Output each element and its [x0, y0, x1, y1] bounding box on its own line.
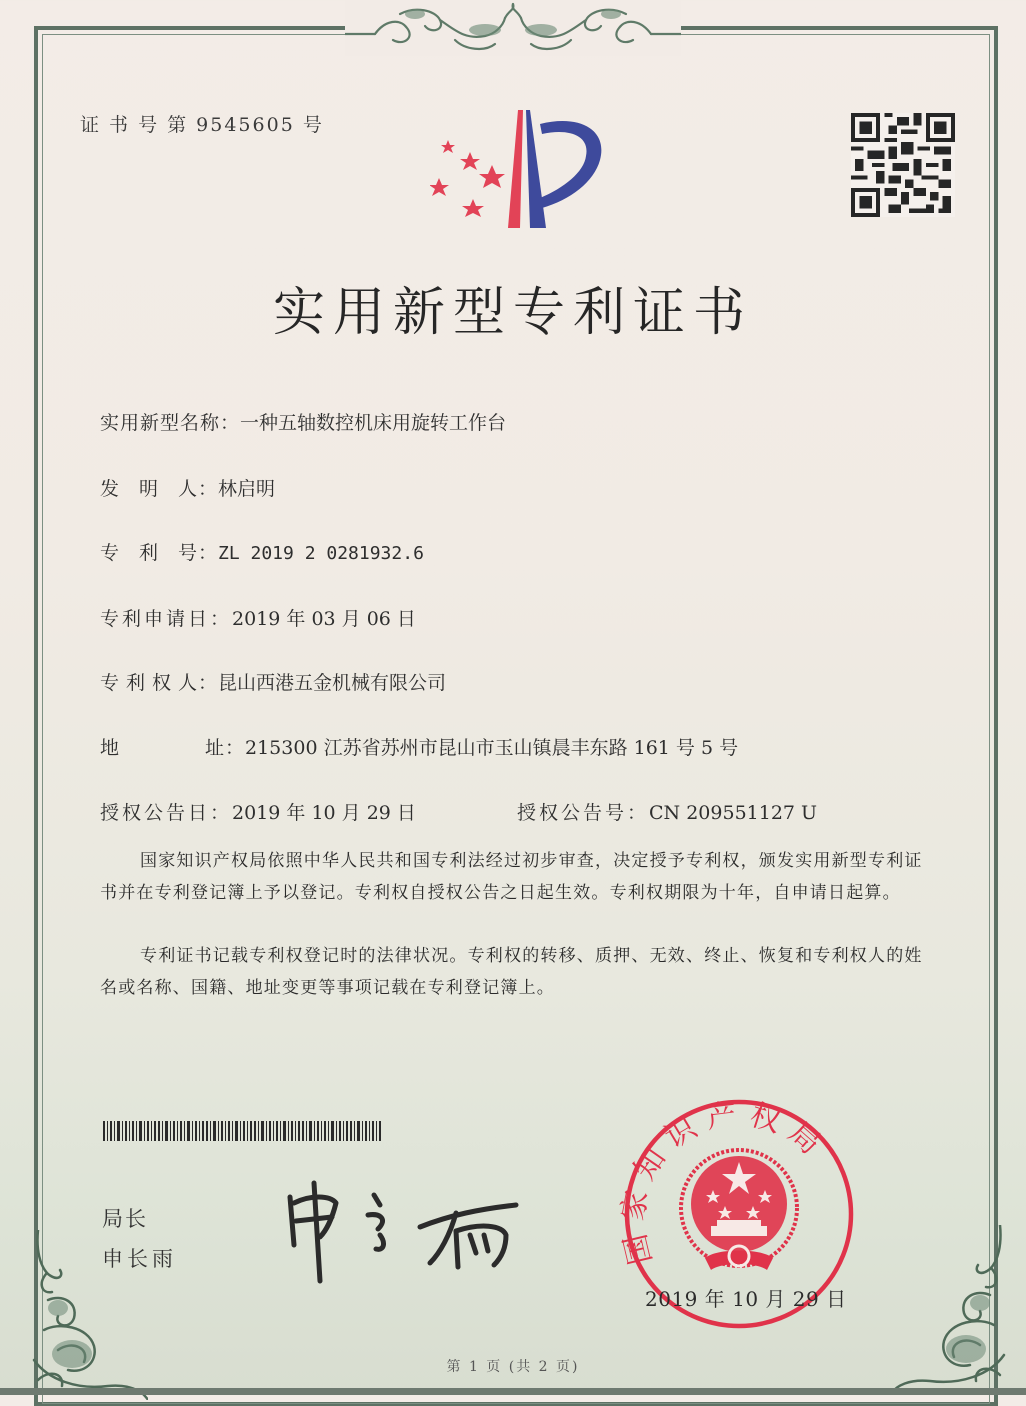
national-emblem-icon: [681, 1150, 797, 1270]
signatory-name: 申长雨: [102, 1247, 177, 1271]
field-value: 林启明: [218, 478, 276, 500]
certificate-title: 实用新型专利证书: [272, 283, 753, 343]
handwritten-signature-icon: [280, 1175, 530, 1285]
field-label: 授权公告号：: [517, 802, 650, 824]
body-paragraph-grant: 国家知识产权局依照中华人民共和国专利法经过初步审查，决定授予专利权，颁发实用新型专利证书并在专利登记簿上予以登记。专利权自授权公告之日起生效。专利权期限为十年，自申请日起算。: [100, 851, 923, 903]
body-paragraph-legal-status: 专利证书记载专利权登记时的法律状况。专利权的转移、质押、无效、终止、恢复和专利权人的姓名或名称、国籍、地址变更等事项记载在专利登记簿上。: [100, 946, 923, 998]
field-label: 地 址：: [100, 737, 245, 759]
field-application-date: [100, 604, 416, 631]
field-value: 一种五轴数控机床用旋转工作台: [240, 412, 507, 434]
bottom-border: [0, 1388, 1026, 1395]
certificate-number-value: 9545605: [196, 114, 295, 136]
field-value: ZL 2019 2 0281932.6: [218, 543, 424, 564]
field-patent-number: [100, 538, 424, 565]
field-utility-model-name: [100, 408, 506, 435]
field-patentee: [100, 668, 446, 695]
field-label: 专 利 号：: [100, 542, 218, 564]
field-value: CN 209551127 U: [649, 802, 818, 824]
field-value: 2019 年 10 月 29 日: [232, 802, 416, 824]
field-value: 昆山西港五金机械有限公司: [218, 672, 447, 694]
field-label: 专利申请日：: [100, 608, 233, 630]
certificate-number-label: 证 书 号 第: [80, 114, 189, 136]
qr-code[interactable]: [850, 113, 956, 217]
field-grant-number: [517, 798, 817, 825]
cnipa-logo-icon: [430, 100, 610, 240]
dragon-ornament-icon: [345, 0, 681, 56]
signatory-title: 局长: [102, 1207, 148, 1231]
seal-date: 2019 年 10 月 29 日: [645, 1287, 847, 1311]
field-value: 2019 年 03 月 06 日: [232, 608, 416, 630]
field-inventor: [100, 474, 275, 501]
field-grant-date: [100, 798, 416, 825]
barcode: [103, 1121, 381, 1141]
field-label: 发 明 人：: [100, 478, 218, 500]
certificate-number-suffix: 号: [302, 114, 324, 136]
field-label: 授权公告日：: [100, 802, 233, 824]
field-label: 专 利 权 人：: [100, 672, 218, 694]
field-label: 实用新型名称：: [100, 412, 241, 434]
page-indicator: 第 1 页 (共 2 页): [446, 1359, 580, 1375]
field-address: [100, 733, 738, 760]
certificate-number: [80, 110, 324, 137]
field-value: 215300 江苏省苏州市昆山市玉山镇晨丰东路 161 号 5 号: [245, 737, 739, 759]
seal-text: 国家知识产权局: [617, 1098, 835, 1268]
